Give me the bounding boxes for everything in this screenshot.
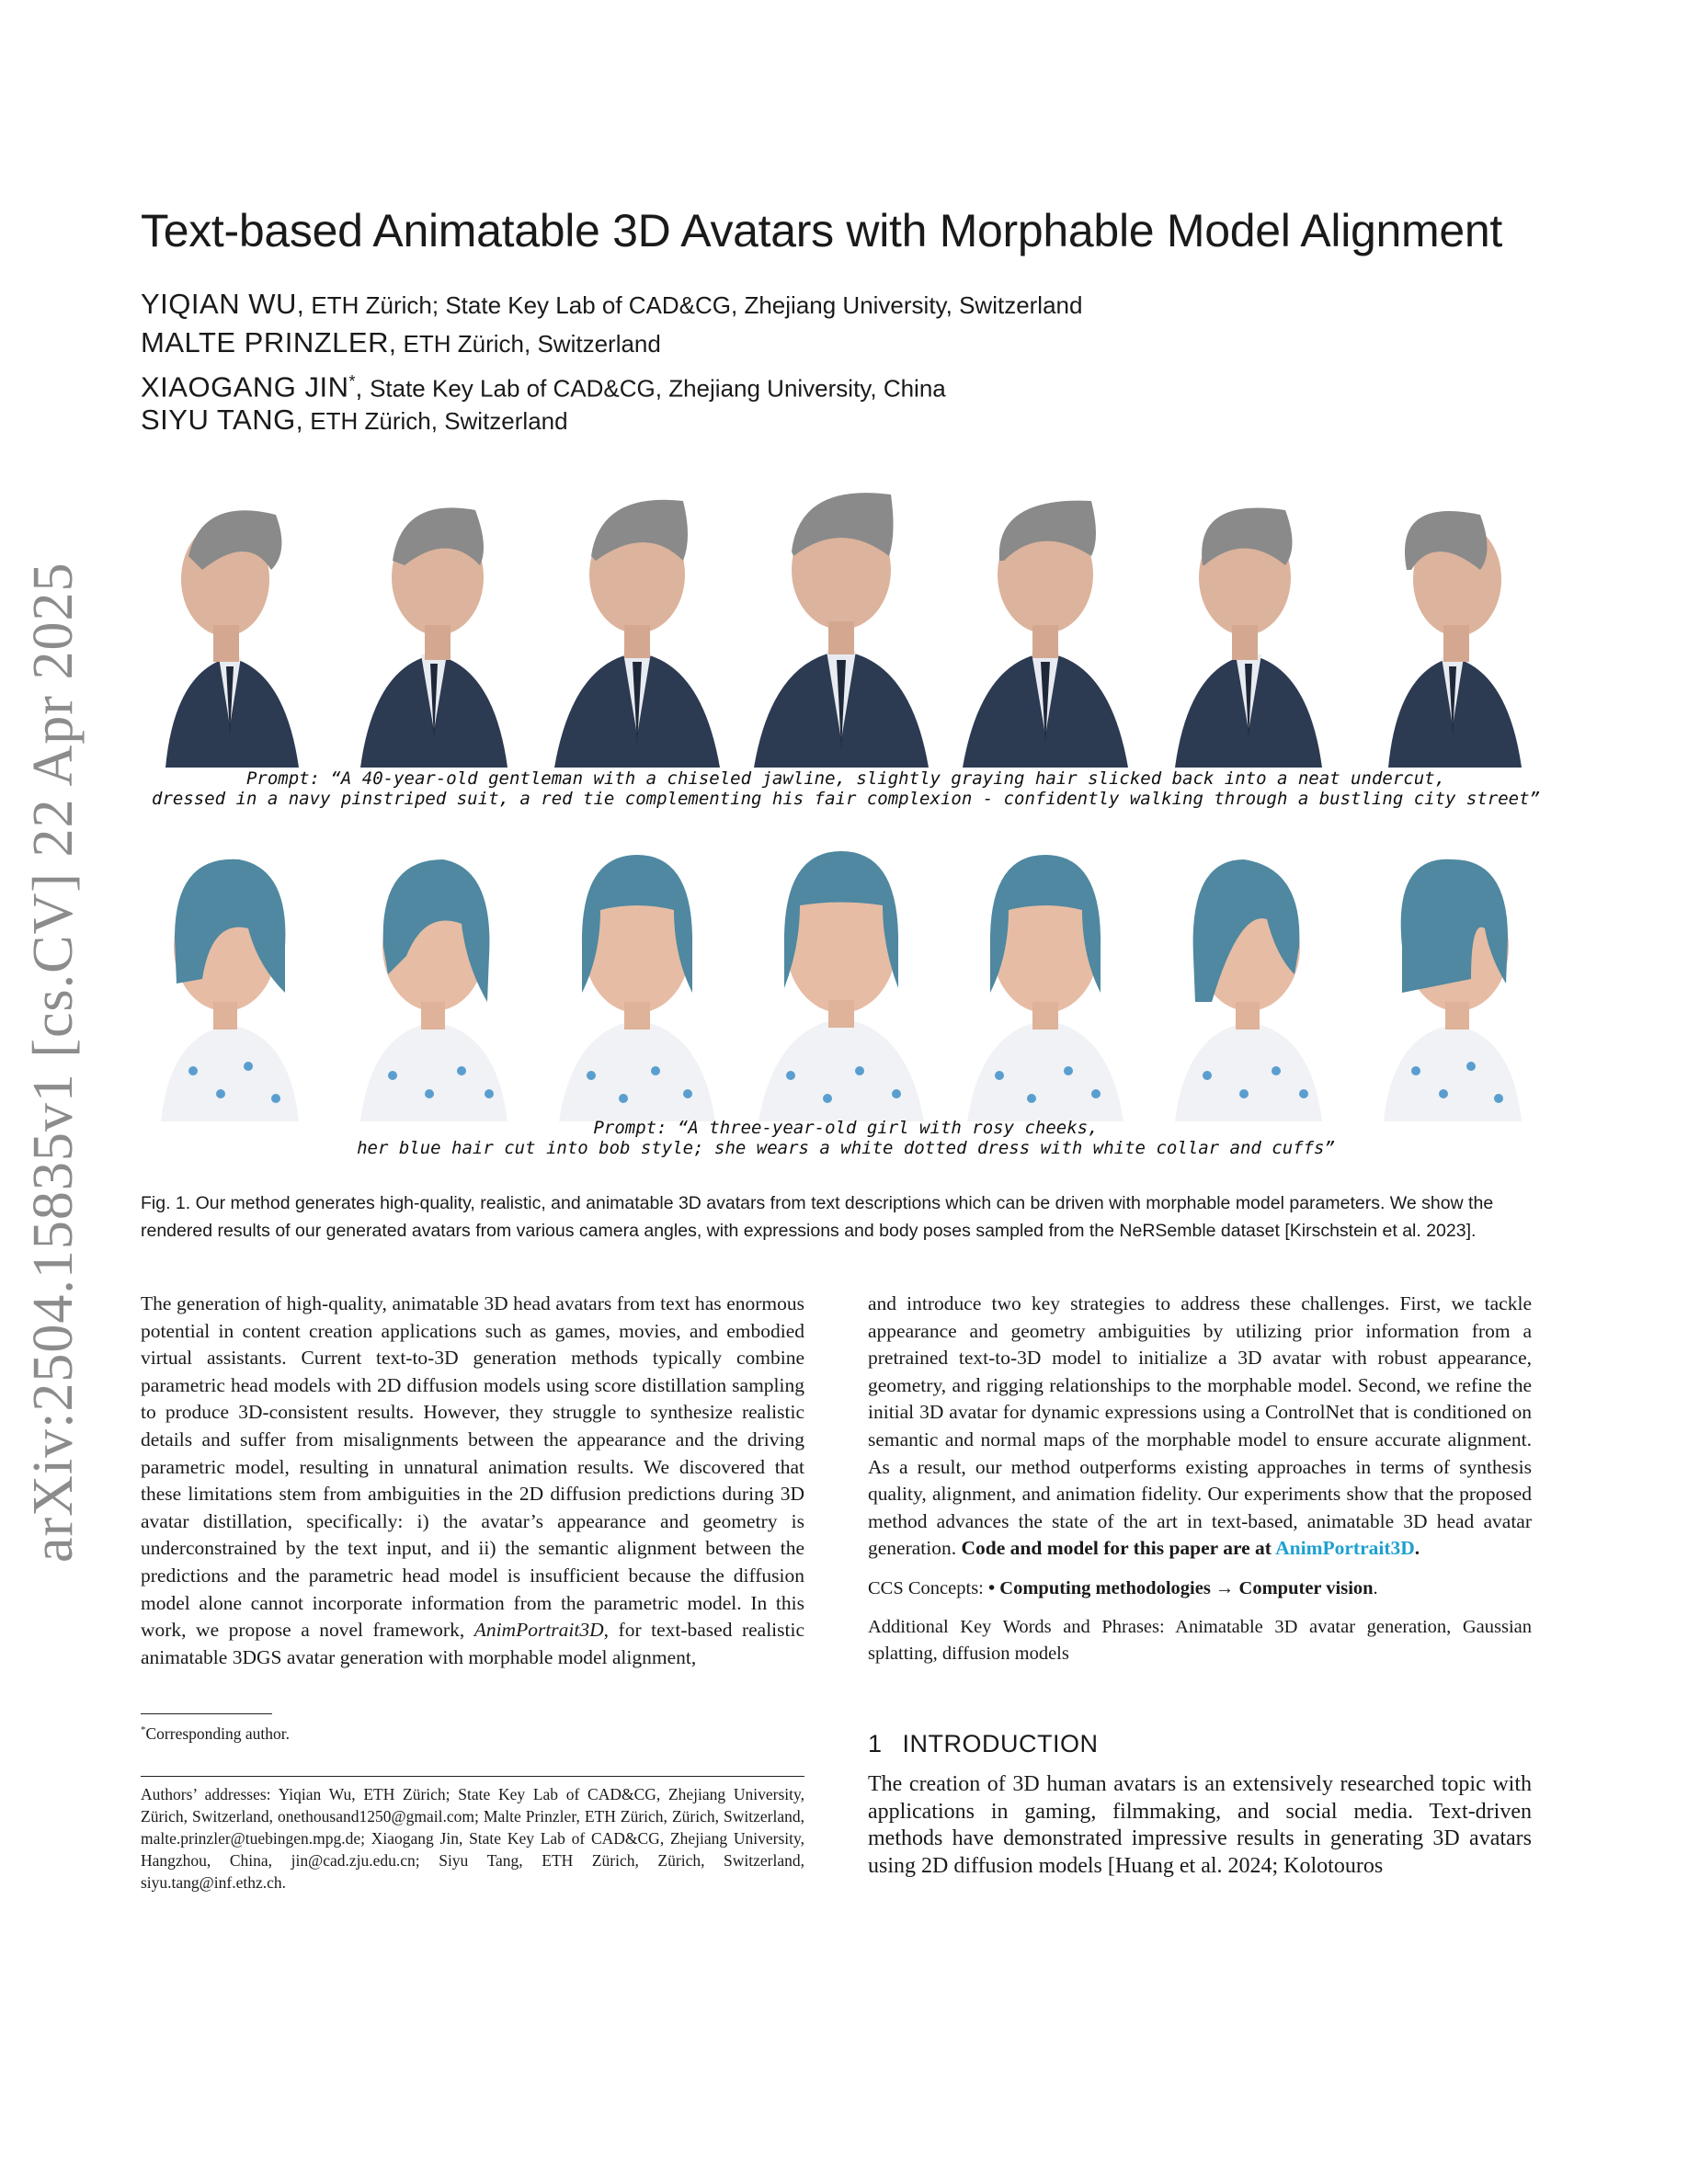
footnote-rule [141, 1713, 272, 1714]
code-period: . [1414, 1537, 1420, 1560]
abstract-text: The generation of high-quality, animatable 3D head avatars from text has enormous potential in content creation applications such as games, movies, and embodied virtual assistants. Current text-to-3D generation methods typically combine parametric head models with 2D diffusion models using score distillation sampling to produce 3D-consistent results. However, they struggle to synthesize realistic details and suffer from misalignments between the appearance and the driving parametric model, resulting in unnatural animation results. We discovered that these limitations stem from ambiguities in the 2D diffusion predictions during 3D avatar distillation, specifically: i) the avatar’s appearance and geometry is underconstrained by the text input, and ii) the semantic alignment between the predictions and the parametric head model is insufficient because the diffusion model alone cannot incorporate information from the parametric model. In this work, we propose a novel framework, [141, 1292, 804, 1642]
footnote-mark: * [141, 1724, 146, 1736]
method-name: AnimPortrait3D [473, 1619, 604, 1642]
author-name: YIQIAN WU [141, 288, 297, 320]
section-title: INTRODUCTION [902, 1730, 1099, 1757]
ccs-value: • Computing methodologies → Computer vision [988, 1577, 1374, 1598]
author-affiliation: ETH Zürich, Switzerland [310, 407, 568, 435]
gentleman-view-5 [953, 460, 1137, 768]
abstract-paragraph [141, 1291, 804, 1671]
author-addresses: Authors’ addresses: Yiqian Wu, ETH Zürich; State Key Lab of CAD&CG, Zhejiang University, Zürich, Switzerland, onethousand1250@gmail.com; Malte Prinzler, ETH Zürich, Zürich, Switzerland, malte.prinzler@tuebingen.mpg.de; Xiaogang Jin, State Key Lab of CAD&CG, Zhejiang University, Hangzhou, China, jin@cad.zju.edu.cn; Siyu Tang, ETH Zürich, Zürich, Switzerland, siyu.tang@inf.ethz.ch. [141, 1785, 804, 1892]
keywords: Additional Key Words and Phrases: Animatable 3D avatar generation, Gaussian splatting, diffusion models [868, 1616, 1532, 1665]
project-link[interactable]: AnimPortrait3D [1275, 1537, 1415, 1560]
prompt-line: dressed in a navy pinstriped suit, a red tie complementing his fair complexion - confidently walking through a bustling city street” [152, 789, 1540, 809]
girl-view-6 [1157, 818, 1340, 1121]
girl-avatar-strip [138, 818, 1545, 1121]
author-affiliation: ETH Zürich, Switzerland [403, 330, 661, 358]
author-4: SIYU TANG, ETH Zürich, Switzerland [141, 404, 568, 436]
author-1: YIQIAN WU, ETH Zürich; State Key Lab of CAD&CG, Zhejiang University, Switzerland [141, 288, 1083, 320]
girl-view-1 [138, 818, 322, 1121]
gentleman-view-6 [1157, 460, 1340, 768]
author-name: MALTE PRINZLER [141, 326, 389, 358]
prompt-caption-gentleman [138, 768, 1554, 809]
gentleman-avatar-strip [138, 460, 1545, 768]
girl-view-7 [1361, 818, 1545, 1121]
gentleman-view-4 [749, 460, 933, 768]
author-name: XIAOGANG JIN [141, 370, 349, 404]
author-name: SIYU TANG [141, 404, 296, 436]
gentleman-view-2 [342, 460, 526, 768]
section-number: 1 [868, 1730, 883, 1757]
arxiv-identifier: arXiv:2504.15835v1 [cs.CV] 22 Apr 2025 [22, 562, 85, 1563]
gentleman-view-7 [1361, 460, 1545, 768]
abstract-left-column [141, 1291, 804, 1671]
girl-view-5 [953, 818, 1137, 1121]
footnote [141, 1724, 290, 1744]
abstract-text: , for text-based realistic animatable 3DGS avatar generation with morphable model alignment, [141, 1619, 804, 1668]
prompt-caption-girl [138, 1118, 1554, 1158]
ccs-label: CCS Concepts: [868, 1577, 988, 1598]
gentleman-view-1 [138, 460, 322, 768]
author-2: MALTE PRINZLER, ETH Zürich, Switzerland [141, 326, 661, 358]
author-affiliation: ETH Zürich; State Key Lab of CAD&CG, Zhejiang University, Switzerland [311, 291, 1083, 319]
ccs-concepts [868, 1575, 1532, 1603]
ccs-period: . [1373, 1577, 1378, 1598]
addresses-rule [141, 1776, 804, 1777]
abstract-text: and introduce two key strategies to address these challenges. First, we tackle appearance and geometry ambiguities by utilizing prior information from a pretrained text-to-3D model to initialize a 3D avatar with robust appearance, geometry, and rigging relationships to the morphable model. Second, we refine the initial 3D avatar for dynamic expressions using a ControlNet that is conditioned on semantic and normal maps of the morphable model to ensure accurate alignment. As a result, our method outperforms existing approaches in terms of synthesis quality, alignment, and animation fidelity. Our experiments show that the proposed method advances the state of the art in text-based, animatable 3D head avatar generation. [868, 1292, 1532, 1560]
paper-title: Text-based Animatable 3D Avatars with Morphable Model Alignment [141, 205, 1503, 256]
introduction-text: The creation of 3D human avatars is an extensively researched topic with applications in gaming, filmmaking, and social media. Text-driven methods have demonstrated impressive results in generating 3D avatars using 2D diffusion models [Huang et al. 2024; Kolotouros [868, 1772, 1532, 1878]
prompt-line: Prompt: “A three-year-old girl with rosy cheeks, [593, 1118, 1099, 1138]
girl-view-4 [749, 818, 933, 1121]
abstract-paragraph [868, 1291, 1532, 1563]
author-affiliation: State Key Lab of CAD&CG, Zhejiang University, China [370, 374, 946, 403]
prompt-line: her blue hair cut into bob style; she wears a white dotted dress with white collar and cuffs” [357, 1138, 1335, 1158]
abstract-right-column [868, 1291, 1532, 1668]
author-3: XIAOGANG JIN*, State Key Lab of CAD&CG, Zhejiang University, China [141, 370, 946, 404]
author-list [141, 285, 1575, 439]
girl-view-2 [342, 818, 526, 1121]
footnote-text: Corresponding author. [145, 1724, 291, 1743]
prompt-line: Prompt: “A 40-year-old gentleman with a chiseled jawline, slightly graying hair slicked back into a neat undercut, [245, 768, 1446, 789]
figure-caption: Fig. 1. Our method generates high-quality, realistic, and animatable 3D avatars from text descriptions which can be driven with morphable model parameters. We show the rendered results of our generated avatars from various camera angles, with expressions and body poses sampled from the NeRSemble dataset [Kirschstein et al. 2023]. [141, 1193, 1494, 1241]
code-statement: Code and model for this paper are at [961, 1537, 1276, 1560]
corresponding-mark: * [348, 372, 356, 391]
gentleman-view-3 [545, 460, 729, 768]
section-heading [868, 1730, 1099, 1758]
girl-view-3 [545, 818, 729, 1121]
